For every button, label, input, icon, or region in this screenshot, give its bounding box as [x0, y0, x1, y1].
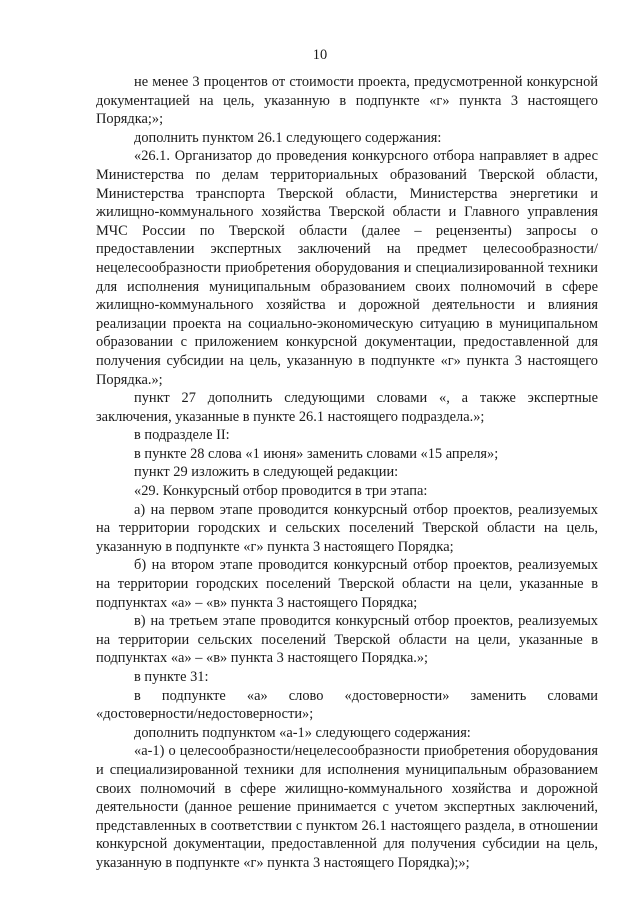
page-number: 10 [312, 47, 328, 63]
paragraph: б) на втором этапе проводится конкурсный отбор проектов, реализуемых на территории городских поселений Тверской области на цели, указанные в подпунктах «а» – «в» пункта 3 настоящего Порядка; [96, 557, 598, 611]
paragraph: пункт 29 изложить в следующей редакции: [134, 464, 399, 481]
paragraph: «а-1) о целесообразности/нецелесообразности приобретения оборудования и специализированной техники для исполнения муниципальным образованием своих полномочий в сфере жилищно-коммунального хозяйства и дорожной деятельности (данное решение принимается с учетом экспертных заключений, представленных в соответствии с пунктом 26.1 настоящего раздела, в отношении конкурсной документации, предоставленной для получения субсидии на цель, указанную в подпункте «г» пункта 3 настоящего Порядка);»; [96, 743, 598, 871]
paragraph: «26.1. Организатор до проведения конкурсного отбора направляет в адрес Министерства по делам территориальных образований Тверской области, Министерства транспорта Тверской области, Министерства энергетики и жилищно-коммунального хозяйства Тверской области и Главного управления МЧС России по Тверской области (далее – рецензенты) запросы о предоставлении экспертных заключений на предмет целесообразности/нецелесообразности приобретения оборудования и специализированной техники для исполнения муниципальным образованием своих полномочий в сфере жилищно-коммунального хозяйства и дорожной деятельности и влияния реализации проекта на социально-экономическую ситуацию в муниципальном образовании с приложением конкурсной документации, предоставленной для получения субсидии на цель, указанную в подпункте «г» пункта 3 настоящего Порядка.»; [96, 148, 598, 388]
paragraph: в подпункте «а» слово «достоверности» заменить словами «достоверности/недостоверности»; [96, 687, 598, 723]
paragraph-continuation: не менее 3 процентов от стоимости проекта, предусмотренной конкурсной документацией на цель, указанную в подпункте «г» пункта 3 настоящего Порядка;»; [96, 74, 598, 128]
paragraph: а) на первом этапе проводится конкурсный отбор проектов, реализуемых на территории городских и сельских поселений Тверской области на цель, указанную в подпункте «г» пункта 3 настоящего Порядка; [96, 501, 598, 555]
document-body [96, 73, 598, 873]
paragraph: дополнить пунктом 26.1 следующего содержания: [134, 129, 442, 146]
paragraph: в пункте 31: [134, 669, 209, 685]
paragraph: дополнить подпунктом «а-1» следующего содержания: [134, 724, 471, 741]
paragraph: «29. Конкурсный отбор проводится в три этапа: [134, 483, 428, 500]
paragraph: в) на третьем этапе проводится конкурсный отбор проектов, реализуемых на территории сельских поселений Тверской области на цели, указанные в подпунктах «а» – «в» пункта 3 настоящего Порядка.»; [96, 613, 598, 667]
paragraph: в пункте 28 слова «1 июня» заменить словами «15 апреля»; [134, 445, 499, 462]
paragraph: в подразделе II: [134, 427, 230, 444]
paragraph: пункт 27 дополнить следующими словами «, а также экспертные заключения, указанные в пункте 26.1 настоящего подраздела.»; [96, 390, 598, 425]
